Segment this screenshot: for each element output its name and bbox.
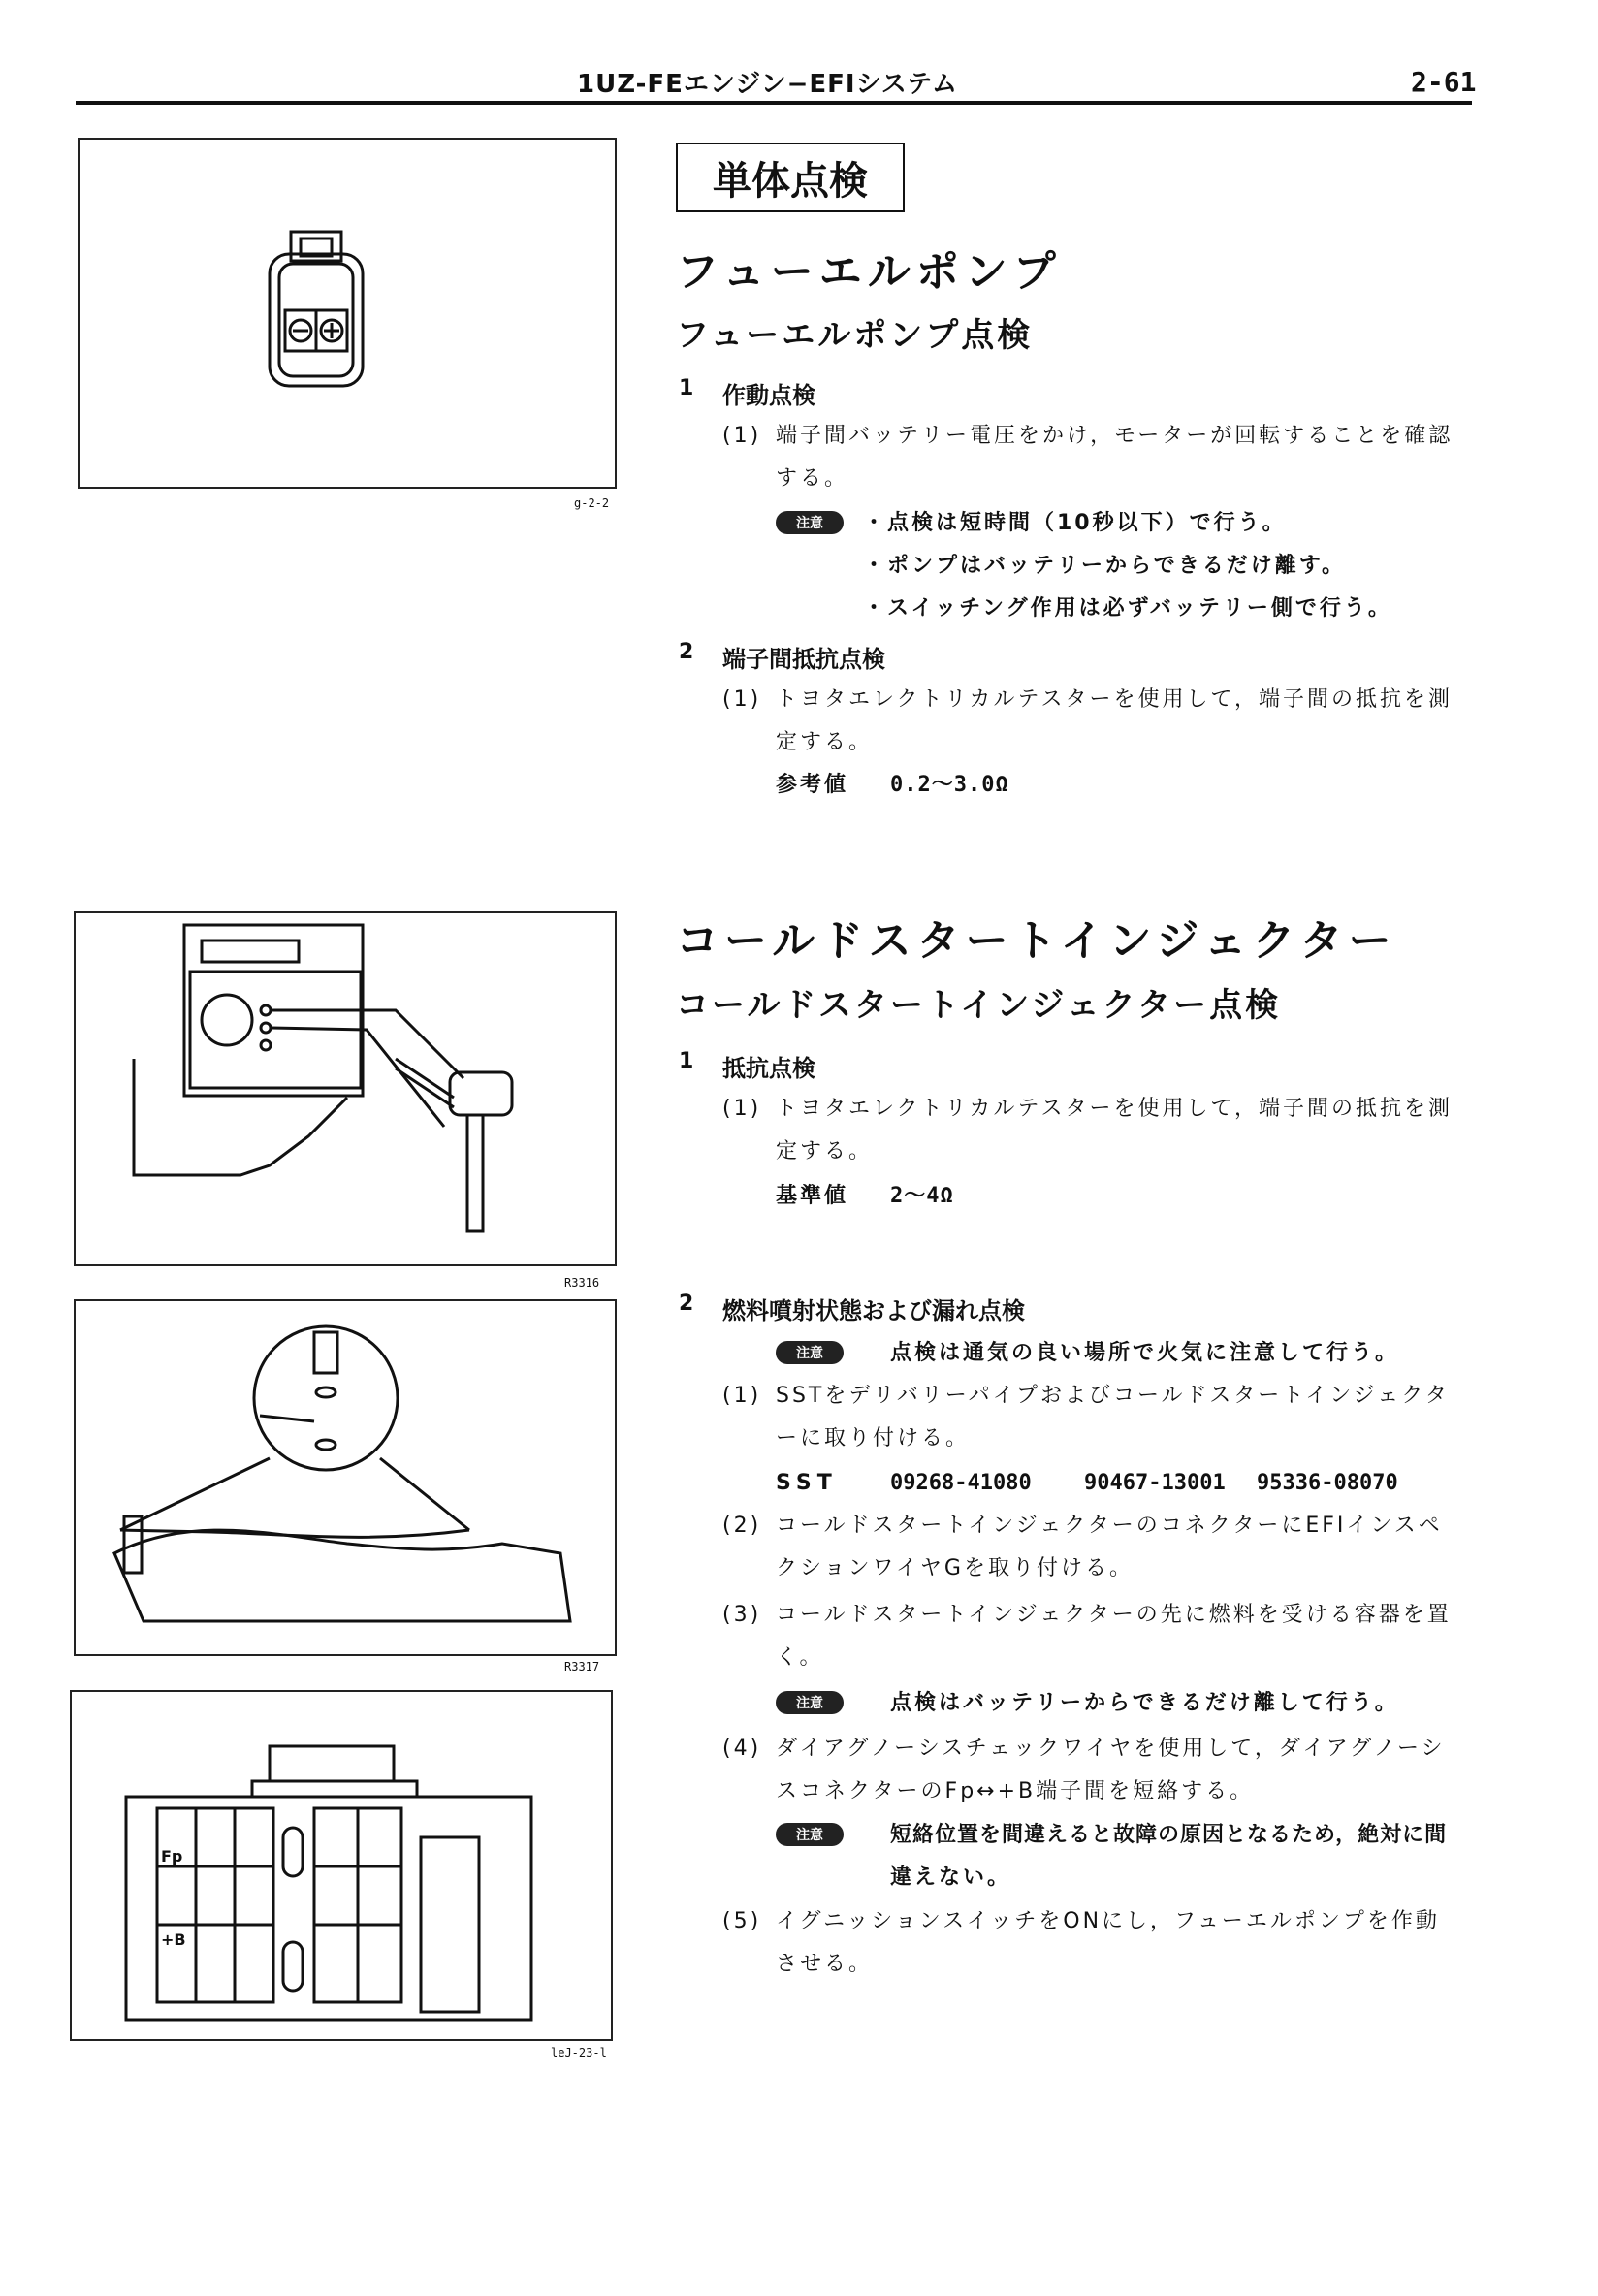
- figure-engine-sst: [74, 1299, 617, 1656]
- item-text-line2: スコネクターのFp↔+B端子間を短絡する。: [776, 1779, 1255, 1803]
- item-text-line2: する。: [776, 466, 849, 491]
- subsection-title-fuel-pump-check: フューエルポンプ点検: [676, 316, 1034, 355]
- figure-diagnosis-connector: [70, 1690, 613, 2041]
- section-title-cold-start-injector: コールドスタートインジェクター: [676, 916, 1397, 966]
- item-number: (1): [722, 687, 762, 712]
- engine-sst-drawing: [76, 1301, 615, 1654]
- sst-number: 90467-13001: [1084, 1471, 1226, 1495]
- item-text-line1: イグニッションスイッチをONにし，フューエルポンプを作動: [776, 1909, 1440, 1933]
- note-caution-tag: 注意: [776, 511, 844, 534]
- item-number: (1): [722, 1384, 762, 1408]
- item-text-line1: トヨタエレクトリカルテスターを使用して，端子間の抵抗を測: [776, 687, 1454, 712]
- figure-tester-injector: [74, 911, 617, 1266]
- figure-code: R3316: [564, 1276, 600, 1290]
- note-line: 短絡位置を間違えると故障の原因となるため，絶対に間: [890, 1823, 1448, 1847]
- item-number: (5): [722, 1909, 762, 1933]
- standard-value: 2〜4Ω: [890, 1184, 954, 1208]
- reference-value: 0.2〜3.0Ω: [890, 773, 1009, 797]
- item-text-line1: ダイアグノーシスチェックワイヤを使用して，ダイアグノーシ: [776, 1737, 1446, 1761]
- item-text-line1: コールドスタートインジェクターの先に燃料を受ける容器を置: [776, 1603, 1452, 1627]
- step-title: 作動点検: [722, 382, 815, 409]
- header-title: 1UZ-FEエンジン−EFIシステム: [577, 70, 958, 99]
- item-text-line2: 定する。: [776, 1139, 874, 1164]
- item-number: (2): [722, 1514, 762, 1538]
- figure-code: R3317: [564, 1660, 600, 1674]
- item-text-line2: ーに取り付ける。: [776, 1426, 971, 1451]
- step-title: 抵抗点検: [722, 1055, 815, 1082]
- note-caution-tag: 注意: [776, 1823, 844, 1846]
- note-caution-tag: 注意: [776, 1691, 844, 1714]
- subsection-title-injector-check: コールドスタートインジェクター点検: [676, 986, 1282, 1025]
- standard-label: 基準値: [776, 1184, 849, 1208]
- note-line: 点検はバッテリーからできるだけ離して行う。: [890, 1691, 1399, 1715]
- item-number: (3): [722, 1603, 762, 1627]
- note-line: ・点検は短時間（10秒以下）で行う。: [863, 511, 1287, 535]
- tester-injector-drawing: [76, 913, 615, 1264]
- item-number: (1): [722, 1097, 762, 1121]
- step-title: 端子間抵抗点検: [722, 646, 885, 673]
- step-title: 燃料噴射状態および漏れ点検: [722, 1297, 1025, 1324]
- step-number: 1: [679, 1049, 694, 1073]
- figure-fuel-pump-connector: [78, 138, 617, 489]
- item-text-line1: トヨタエレクトリカルテスターを使用して，端子間の抵抗を測: [776, 1097, 1454, 1121]
- page-number: 2-61: [1411, 66, 1477, 98]
- section-title-fuel-pump: フューエルポンプ: [676, 247, 1062, 297]
- item-text-line2: クションワイヤGを取り付ける。: [776, 1556, 1134, 1580]
- item-text-line2: させる。: [776, 1952, 874, 1976]
- fuel-pump-connector-drawing: [80, 140, 615, 487]
- item-text-line1: コールドスタートインジェクターのコネクターにEFIインスペ: [776, 1514, 1443, 1538]
- item-number: (1): [722, 424, 762, 448]
- note-caution-tag: 注意: [776, 1341, 844, 1364]
- figure-code: leJ-23-l: [551, 2046, 607, 2059]
- item-text-line1: 端子間バッテリー電圧をかけ，モーターが回転することを確認: [776, 424, 1454, 448]
- item-number: (4): [722, 1737, 762, 1761]
- figure-code: g-2-2: [574, 496, 610, 510]
- diagnosis-connector-drawing: [72, 1692, 611, 2039]
- sst-label: SST: [776, 1471, 838, 1495]
- item-text-line2: く。: [776, 1645, 824, 1670]
- note-line: ・ポンプはバッテリーからできるだけ離す。: [863, 554, 1347, 578]
- note-line: ・スイッチング作用は必ずバッテリー側で行う。: [863, 596, 1392, 621]
- item-text-line2: 定する。: [776, 730, 874, 754]
- section-badge: 単体点検: [676, 143, 905, 212]
- terminal-label-fp: Fp: [161, 1847, 183, 1866]
- step-number: 1: [679, 376, 694, 400]
- item-text-line1: SSTをデリバリーパイプおよびコールドスタートインジェクタ: [776, 1384, 1450, 1408]
- reference-label: 参考値: [776, 773, 849, 797]
- sst-number: 95336-08070: [1257, 1471, 1398, 1495]
- step-number: 2: [679, 1292, 694, 1316]
- header-rule: [76, 101, 1472, 105]
- note-line: 点検は通気の良い場所で火気に注意して行う。: [890, 1341, 1400, 1365]
- sst-number: 09268-41080: [890, 1471, 1032, 1495]
- terminal-label-b: +B: [161, 1930, 186, 1949]
- step-number: 2: [679, 640, 694, 664]
- note-line: 違えない。: [890, 1866, 1012, 1890]
